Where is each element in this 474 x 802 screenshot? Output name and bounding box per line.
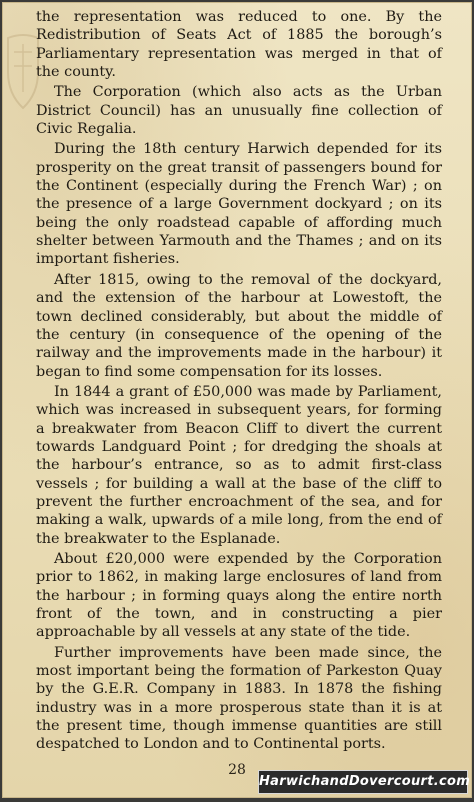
body-text (36, 8, 442, 754)
scanned-page (2, 2, 472, 798)
paragraph-18th-century: During the 18th century Harwich depended for its prosperity on the great transit of passengers bound for the Continent (especially during the French War) ; on the presence of a large Government dockyard ; on its being the only roadstead capable of affording much shelter between Yarmouth and the Thames ; and on its important fisheries. (36, 141, 442, 268)
paragraph-1844-grant: In 1844 a grant of £50,000 was made by Parliament, which was increased in subsequent years, for forming a breakwater from Beacon Cliff to divert the current towards Landguard Point ; for dredging the shoals at the harbour’s entrance, so as to admit first-class vessels ; for building a wall at the base of the cliff to prevent the further encroachment of the sea, and for making a walk, upwards of a mile long, from the end of the breakwater to the Esplanade. (36, 383, 442, 547)
page-number: 28 (228, 762, 246, 778)
paragraph-corporation: The Corporation (which also acts as the Urban District Council) has an unusually fine collection of Civic Regalia. (36, 84, 442, 138)
paragraph-after-1815: After 1815, owing to the removal of the dockyard, and the extension of the harbour at Lowestoft, the town declined considerably, but about the middle of the century (in consequence of the opening of the railway and the improvements made in the harbour) it began to find some compensation for its losses. (36, 271, 442, 380)
paragraph-further-improvements: Further improvements have been made since, the most important being the formation of Parkeston Quay by the G.E.R. Company in 1883. In 1878 the fishing industry was in a more prosperous state than it is at the present time, though immense quantities are still despatched to London and to Continental ports. (36, 644, 442, 753)
site-watermark: HarwichandDovercourt.com (258, 770, 468, 794)
paragraph-representation: the representation was reduced to one. By the Redistribution of Seats Act of 1885 the borough’s Parliamentary representation was merged in that of the county. (36, 9, 442, 81)
paragraph-20000-expended: About £20,000 were expended by the Corporation prior to 1862, in making large enclosures of land from the harbour ; in forming quays along the entire north front of the town, and in constructing a pier approachable by all vessels at any state of the tide. (36, 550, 442, 641)
